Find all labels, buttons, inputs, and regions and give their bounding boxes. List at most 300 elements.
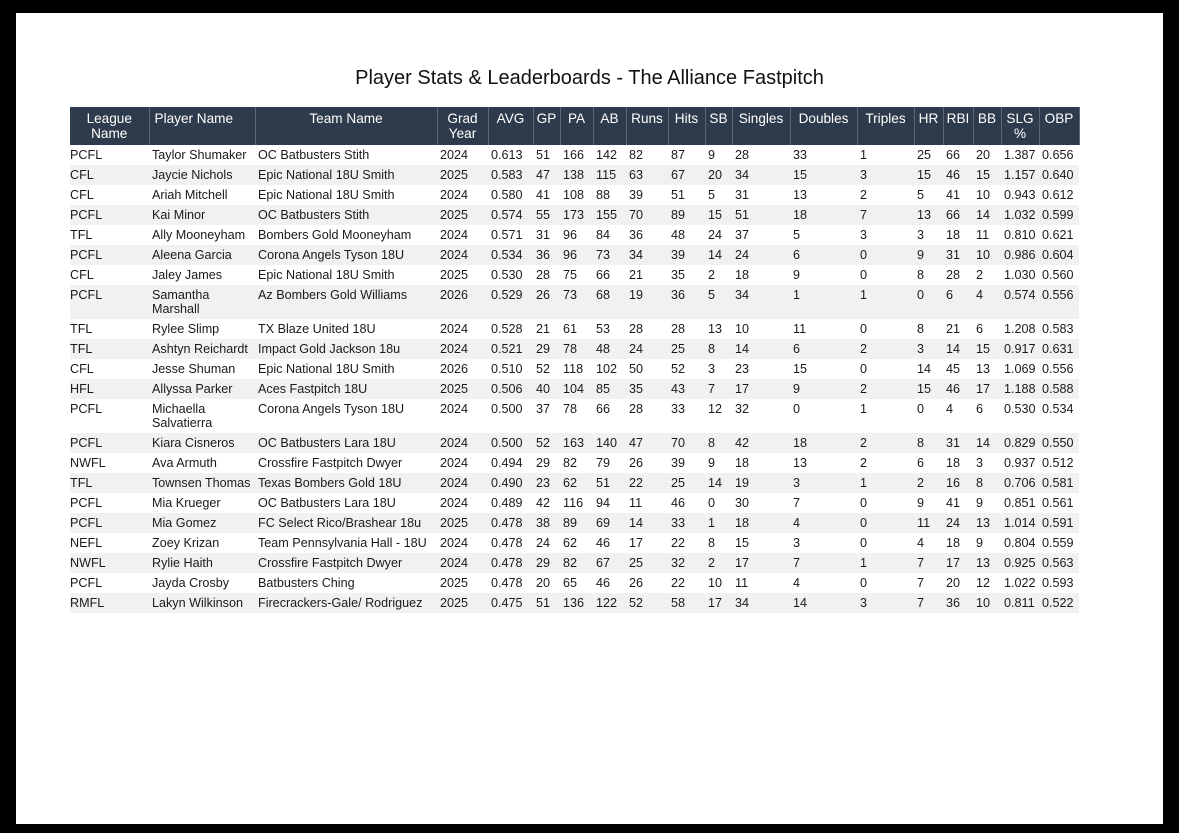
table-cell: 20 [705,165,732,185]
table-cell: 63 [626,165,668,185]
table-cell: 0.851 [1001,493,1039,513]
column-header[interactable]: RBI [943,107,973,145]
table-cell: 2026 [437,285,488,319]
table-cell: 15 [914,165,943,185]
table-cell: 0.529 [488,285,533,319]
table-cell: Aces Fastpitch 18U [255,379,437,399]
table-cell: 79 [593,453,626,473]
table-cell: 2025 [437,593,488,613]
table-cell: 31 [533,225,560,245]
table-cell: TFL [70,319,149,339]
column-header[interactable]: BB [973,107,1001,145]
table-cell: 23 [533,473,560,493]
column-header[interactable]: Player Name [149,107,255,145]
table-cell: PCFL [70,285,149,319]
table-cell: 2024 [437,493,488,513]
table-cell: 96 [560,245,593,265]
table-cell: 51 [593,473,626,493]
table-cell: 3 [857,165,914,185]
table-row [70,245,1079,265]
table-row [70,433,1079,453]
table-cell: NEFL [70,533,149,553]
table-cell: Jesse Shuman [149,359,255,379]
table-cell: 8 [705,339,732,359]
table-cell: 9 [973,493,1001,513]
table-cell: Team Pennsylvania Hall - 18U [255,533,437,553]
table-cell: 34 [732,165,790,185]
table-cell: Az Bombers Gold Williams [255,285,437,319]
table-cell: 2 [857,379,914,399]
table-cell: 0.588 [1039,379,1079,399]
column-header[interactable]: AVG [488,107,533,145]
table-cell: 34 [732,593,790,613]
table-cell: 0.571 [488,225,533,245]
table-cell: 0.478 [488,573,533,593]
table-cell: 18 [943,533,973,553]
table-row [70,573,1079,593]
table-cell: 1 [857,145,914,165]
table-cell: 28 [626,399,668,433]
table-cell: 38 [533,513,560,533]
table-row [70,165,1079,185]
table-cell: 25 [914,145,943,165]
table-cell: 9 [914,493,943,513]
table-cell: 138 [560,165,593,185]
table-cell: 84 [593,225,626,245]
table-cell: PCFL [70,399,149,433]
table-cell: 14 [705,473,732,493]
table-cell: 20 [943,573,973,593]
table-cell: 89 [560,513,593,533]
table-cell: 4 [914,533,943,553]
table-cell: 25 [668,339,705,359]
table-cell: 0.489 [488,493,533,513]
table-cell: 14 [705,245,732,265]
table-cell: 36 [668,285,705,319]
table-cell: 0.522 [1039,593,1079,613]
column-header[interactable]: SB [705,107,732,145]
table-cell: 66 [943,145,973,165]
table-cell: 136 [560,593,593,613]
table-cell: 46 [943,379,973,399]
table-cell: 11 [626,493,668,513]
table-cell: 0.656 [1039,145,1079,165]
column-header[interactable]: HR [914,107,943,145]
table-cell: 0.583 [488,165,533,185]
table-cell: 9 [914,245,943,265]
table-cell: 34 [626,245,668,265]
table-cell: 46 [593,533,626,553]
table-cell: 31 [732,185,790,205]
table-cell: 1 [857,473,914,493]
table-cell: 0.512 [1039,453,1079,473]
table-cell: 6 [943,285,973,319]
table-cell: 52 [668,359,705,379]
table-cell: Epic National 18U Smith [255,185,437,205]
table-cell: 73 [593,245,626,265]
table-cell: 102 [593,359,626,379]
table-cell: 5 [705,285,732,319]
table-row [70,453,1079,473]
column-header[interactable]: Hits [668,107,705,145]
table-cell: 2 [857,433,914,453]
table-row [70,533,1079,553]
table-cell: 17 [732,553,790,573]
table-cell: 24 [705,225,732,245]
table-cell: 31 [943,245,973,265]
table-cell: 18 [943,225,973,245]
table-cell: 33 [668,513,705,533]
table-cell: Zoey Krizan [149,533,255,553]
table-cell: 1.157 [1001,165,1039,185]
table-cell: 0 [705,493,732,513]
table-cell: 6 [973,399,1001,433]
table-cell: 0.478 [488,533,533,553]
table-cell: 18 [732,265,790,285]
table-cell: 39 [668,453,705,473]
table-cell: FC Select Rico/Brashear 18u [255,513,437,533]
table-cell: 8 [705,533,732,553]
table-cell: Ashtyn Reichardt [149,339,255,359]
table-cell: Mia Krueger [149,493,255,513]
table-cell: 8 [705,433,732,453]
table-cell: 1.030 [1001,265,1039,285]
table-row [70,473,1079,493]
table-cell: 14 [943,339,973,359]
column-header[interactable]: Triples [857,107,914,145]
table-cell: 0.550 [1039,433,1079,453]
table-cell: 0.510 [488,359,533,379]
table-cell: 3 [790,533,857,553]
table-cell: Batbusters Ching [255,573,437,593]
table-cell: 0.521 [488,339,533,359]
table-cell: Corona Angels Tyson 18U [255,399,437,433]
table-cell: Michaella Salvatierra [149,399,255,433]
table-cell: 67 [593,553,626,573]
table-cell: Jaycie Nichols [149,165,255,185]
table-cell: 13 [790,453,857,473]
table-cell: 11 [973,225,1001,245]
column-header[interactable]: Grad Year [437,107,488,145]
table-cell: 51 [533,593,560,613]
table-cell: 17 [626,533,668,553]
table-cell: 82 [560,553,593,573]
column-header[interactable]: SLG % [1001,107,1039,145]
table-cell: 2024 [437,553,488,573]
table-cell: 65 [560,573,593,593]
table-cell: 5 [790,225,857,245]
table-cell: 17 [973,379,1001,399]
report-sheet [16,13,1163,824]
table-cell: 3 [790,473,857,493]
table-cell: Epic National 18U Smith [255,265,437,285]
table-cell: 37 [732,225,790,245]
table-cell: 88 [593,185,626,205]
column-header[interactable]: Runs [626,107,668,145]
table-cell: 39 [668,245,705,265]
table-cell: Townsen Thomas [149,473,255,493]
table-cell: 13 [973,553,1001,573]
table-cell: 30 [732,493,790,513]
table-cell: 2 [857,453,914,473]
table-cell: 9 [790,265,857,285]
table-cell: 15 [914,379,943,399]
column-header[interactable]: League Name [70,107,149,145]
table-cell: 15 [973,165,1001,185]
table-cell: 173 [560,205,593,225]
table-cell: 0.706 [1001,473,1039,493]
column-header[interactable]: PA [560,107,593,145]
table-cell: 1.022 [1001,573,1039,593]
table-row [70,553,1079,573]
table-cell: 116 [560,493,593,513]
table-cell: 55 [533,205,560,225]
table-cell: 2024 [437,453,488,473]
table-cell: 0 [857,319,914,339]
table-cell: 19 [626,285,668,319]
table-cell: 61 [560,319,593,339]
table-cell: 41 [943,493,973,513]
table-cell: OC Batbusters Lara 18U [255,433,437,453]
table-cell: 10 [732,319,790,339]
table-cell: 1.069 [1001,359,1039,379]
table-cell: 3 [973,453,1001,473]
table-cell: 10 [973,245,1001,265]
column-header[interactable]: AB [593,107,626,145]
table-row [70,593,1079,613]
table-cell: Rylie Haith [149,553,255,573]
table-cell: 22 [668,533,705,553]
table-cell: Kiara Cisneros [149,433,255,453]
table-cell: 0 [790,399,857,433]
table-cell: 24 [533,533,560,553]
table-row [70,513,1079,533]
table-cell: 13 [973,513,1001,533]
table-cell: 5 [705,185,732,205]
table-cell: CFL [70,265,149,285]
table-cell: 2025 [437,205,488,225]
table-cell: HFL [70,379,149,399]
table-cell: Bombers Gold Mooneyham [255,225,437,245]
table-cell: 15 [705,205,732,225]
table-cell: 1 [857,553,914,573]
table-cell: Crossfire Fastpitch Dwyer [255,453,437,473]
table-cell: 2024 [437,245,488,265]
table-cell: 70 [668,433,705,453]
table-cell: 0.986 [1001,245,1039,265]
table-cell: 15 [790,165,857,185]
table-cell: 0.574 [1001,285,1039,319]
table-cell: 28 [626,319,668,339]
table-cell: 0.613 [488,145,533,165]
table-cell: 29 [533,553,560,573]
table-cell: 0.612 [1039,185,1079,205]
table-cell: 0.556 [1039,359,1079,379]
table-cell: 75 [560,265,593,285]
table-cell: 36 [943,593,973,613]
table-cell: 0 [857,265,914,285]
table-cell: TFL [70,339,149,359]
table-cell: 1 [705,513,732,533]
table-cell: 2 [705,265,732,285]
table-cell: 87 [668,145,705,165]
table-cell: 0 [857,359,914,379]
table-row [70,379,1079,399]
table-cell: 48 [593,339,626,359]
table-cell: Epic National 18U Smith [255,165,437,185]
table-cell: 17 [705,593,732,613]
table-cell: 1.188 [1001,379,1039,399]
table-cell: 66 [593,265,626,285]
table-cell: 18 [790,433,857,453]
table-cell: 0.943 [1001,185,1039,205]
table-cell: 115 [593,165,626,185]
column-header[interactable]: OBP [1039,107,1079,145]
table-cell: Taylor Shumaker [149,145,255,165]
table-cell: 66 [593,399,626,433]
table-cell: RMFL [70,593,149,613]
table-cell: 52 [533,359,560,379]
column-header[interactable]: Team Name [255,107,437,145]
table-cell: 13 [914,205,943,225]
table-cell: 2024 [437,319,488,339]
table-cell: 26 [533,285,560,319]
table-cell: 0.563 [1039,553,1079,573]
table-cell: TX Blaze United 18U [255,319,437,339]
table-cell: Epic National 18U Smith [255,359,437,379]
table-cell: 5 [914,185,943,205]
table-cell: NWFL [70,553,149,573]
table-cell: 13 [973,359,1001,379]
table-cell: 10 [973,185,1001,205]
table-cell: 2024 [437,185,488,205]
table-cell: 4 [790,573,857,593]
table-cell: 3 [705,359,732,379]
table-cell: 8 [914,319,943,339]
table-cell: 0 [857,493,914,513]
table-cell: 0.925 [1001,553,1039,573]
table-cell: 17 [732,379,790,399]
table-cell: 51 [533,145,560,165]
table-cell: Ariah Mitchell [149,185,255,205]
table-cell: 33 [668,399,705,433]
table-cell: 12 [705,399,732,433]
table-cell: PCFL [70,433,149,453]
table-cell: 9 [973,533,1001,553]
table-cell: 2024 [437,339,488,359]
table-cell: 0.556 [1039,285,1079,319]
table-cell: 0.593 [1039,573,1079,593]
table-cell: Mia Gomez [149,513,255,533]
table-cell: 19 [732,473,790,493]
table-cell: 6 [914,453,943,473]
table-cell: 10 [973,593,1001,613]
table-cell: 28 [668,319,705,339]
table-cell: 0.506 [488,379,533,399]
table-cell: 0.640 [1039,165,1079,185]
table-cell: 6 [790,339,857,359]
table-cell: 3 [857,225,914,245]
table-cell: 17 [943,553,973,573]
table-cell: 24 [626,339,668,359]
table-cell: 50 [626,359,668,379]
table-row [70,399,1079,433]
table-cell: 13 [790,185,857,205]
table-cell: 25 [668,473,705,493]
table-cell: Jaley James [149,265,255,285]
table-cell: 0.631 [1039,339,1079,359]
table-cell: 48 [668,225,705,245]
table-cell: 0.500 [488,399,533,433]
table-cell: 53 [593,319,626,339]
table-cell: 22 [668,573,705,593]
table-cell: 29 [533,453,560,473]
table-cell: 2025 [437,513,488,533]
table-row [70,339,1079,359]
table-cell: 108 [560,185,593,205]
table-cell: 18 [943,453,973,473]
table-cell: 8 [973,473,1001,493]
table-cell: 2 [973,265,1001,285]
table-cell: 1.387 [1001,145,1039,165]
table-cell: 42 [732,433,790,453]
table-cell: 0.804 [1001,533,1039,553]
table-cell: 2025 [437,165,488,185]
table-cell: PCFL [70,245,149,265]
table-cell: 0.580 [488,185,533,205]
table-cell: 32 [668,553,705,573]
table-cell: 32 [732,399,790,433]
table-cell: 7 [790,553,857,573]
table-cell: 4 [973,285,1001,319]
table-cell: 7 [914,573,943,593]
table-cell: Allyssa Parker [149,379,255,399]
table-cell: 20 [973,145,1001,165]
table-cell: 18 [732,453,790,473]
table-cell: 16 [943,473,973,493]
table-cell: 11 [732,573,790,593]
table-cell: 163 [560,433,593,453]
table-cell: 51 [732,205,790,225]
table-cell: 0.917 [1001,339,1039,359]
table-cell: Aleena Garcia [149,245,255,265]
table-cell: Samantha Marshall [149,285,255,319]
table-row [70,185,1079,205]
table-cell: 24 [732,245,790,265]
table-cell: 39 [626,185,668,205]
table-row [70,285,1079,319]
table-cell: 35 [668,265,705,285]
table-cell: 85 [593,379,626,399]
table-cell: 0.490 [488,473,533,493]
table-cell: 47 [626,433,668,453]
table-cell: Firecrackers-Gale/ Rodriguez [255,593,437,613]
table-cell: 66 [943,205,973,225]
table-cell: 7 [857,205,914,225]
table-cell: 0.810 [1001,225,1039,245]
table-cell: 0.574 [488,205,533,225]
table-cell: OC Batbusters Stith [255,145,437,165]
column-header[interactable]: Singles [732,107,790,145]
table-cell: 2 [914,473,943,493]
table-header-row [70,107,1079,145]
table-cell: 14 [973,433,1001,453]
column-header[interactable]: Doubles [790,107,857,145]
table-cell: 46 [593,573,626,593]
table-cell: 2025 [437,379,488,399]
column-header[interactable]: GP [533,107,560,145]
table-cell: 2026 [437,359,488,379]
